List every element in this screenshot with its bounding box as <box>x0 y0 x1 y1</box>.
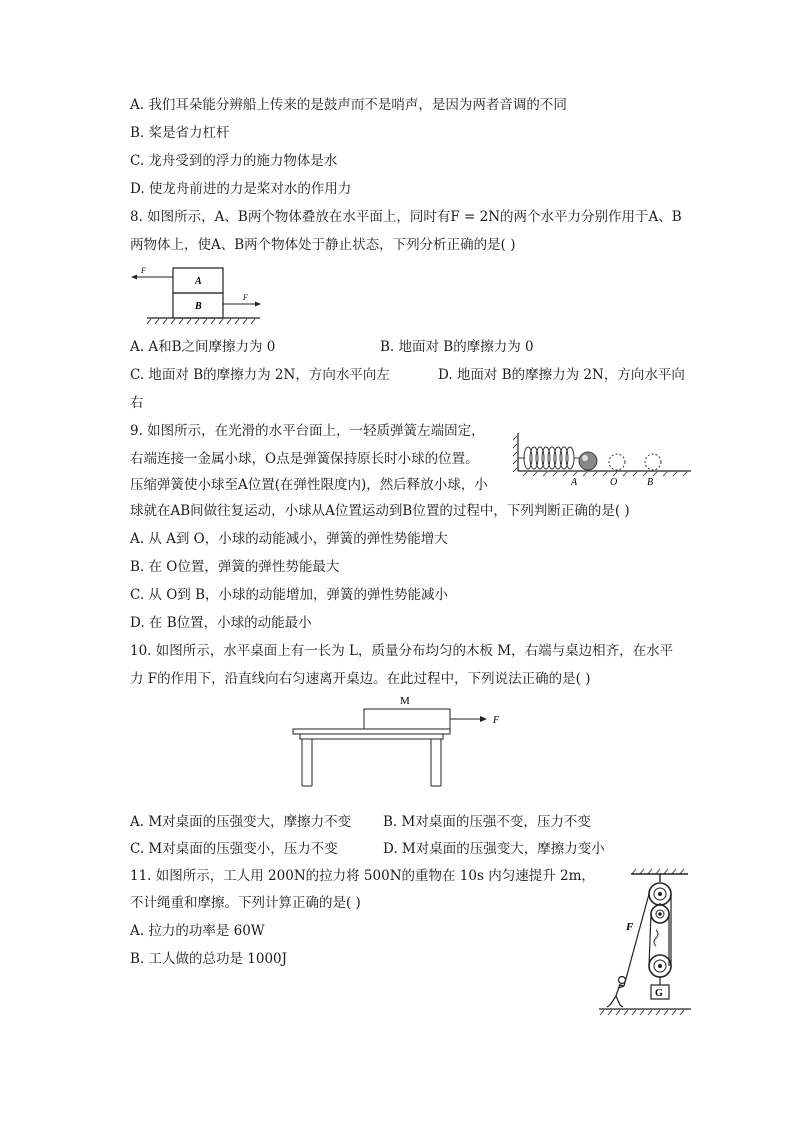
q9-label-o: O <box>610 477 618 488</box>
q10-label-f: F <box>493 715 500 726</box>
q9-stem-line-1: 9. 如图所示，在光滑的水平台面上，一轻质弹簧左端固定， <box>130 423 485 439</box>
q11-fixed-pulley-2 <box>651 905 669 923</box>
q10-table <box>293 729 450 786</box>
q8-stacked-blocks-figure <box>125 262 265 326</box>
q9-stem-line-4: 球就在AB间做往复运动，小球从A位置运动到B位置的过程中，下列判断正确的是( ) <box>130 503 630 519</box>
q9-label-a: A <box>571 477 578 488</box>
q9-option-d: D. 在 B位置，小球的动能最小 <box>130 615 312 631</box>
q9-ball-position-b <box>645 454 661 470</box>
q8-option-b: B. 地面对 B的摩擦力为 0 <box>380 339 534 355</box>
q8-option-c: C. 地面对 B的摩擦力为 2N，方向水平向左 <box>130 367 390 383</box>
q11-label-g: G <box>655 988 663 999</box>
q10-option-c: C. M对桌面的压强变小，压力不变 <box>130 841 338 857</box>
q8-label-a: A <box>195 276 202 287</box>
q9-metal-ball <box>579 452 597 470</box>
q7-option-a: A. 我们耳朵能分辨船上传来的是鼓声而不是哨声，是因为两者音调的不同 <box>130 97 567 113</box>
q9-stem-line-3: 压缩弹簧使小球至A位置(在弹性限度内)，然后释放小球，小 <box>130 477 488 493</box>
q8-label-b: B <box>195 301 202 312</box>
q9-stem-line-2: 右端连接一金属小球，O点是弹簧保持原长时小球的位置。 <box>130 451 479 467</box>
q10-option-a: A. M对桌面的压强变大，摩擦力不变 <box>130 814 352 830</box>
q11-stem-line-1: 11. 如图所示，工人用 200N的拉力将 500N的重物在 10s 内匀速提升 2m， <box>130 868 595 884</box>
q8-option-d-line-2: 右 <box>130 395 144 411</box>
q11-label-f: F <box>626 921 634 933</box>
q10-stem-line-1: 10. 如图所示，水平桌面上有一长为 L，质量分布均匀的木板 M，右端与桌边相齐，在水平 <box>130 643 674 659</box>
q10-option-d: D. M对桌面的压强变大，摩擦力变小 <box>383 841 605 857</box>
q11-option-b: B. 工人做的总功是 1000J <box>130 951 288 967</box>
q10-option-b: B. M对桌面的压强不变，压力不变 <box>383 814 591 830</box>
q10-board-on-table-figure <box>288 690 512 790</box>
q10-board-m <box>364 709 450 729</box>
q11-stem-line-2: 不计绳重和摩擦。下列计算正确的是( ) <box>130 895 361 911</box>
q11-moving-pulley <box>649 955 671 977</box>
q11-worker <box>607 977 626 1008</box>
q8-option-a: A. A和B之间摩擦力为 0 <box>130 339 276 355</box>
q9-spring <box>518 447 579 469</box>
q8-stem-line-2: 两物体上，使A、B两个物体处于静止状态，下列分析正确的是( ) <box>130 237 516 253</box>
q11-option-a: A. 拉力的功率是 60W <box>130 923 265 939</box>
q11-fixed-pulley-1 <box>649 883 671 905</box>
q9-spring-ball-figure <box>513 428 695 490</box>
q10-stem-line-2: 力 F的作用下，沿直线向右匀速离开桌边。在此过程中，下列说法正确的是( ) <box>130 671 591 687</box>
q7-option-b: B. 桨是省力杠杆 <box>130 125 230 141</box>
q9-option-a: A. 从 A到 O，小球的动能减小，弹簧的弹性势能增大 <box>130 531 448 547</box>
q11-pulley-system-figure <box>596 868 696 1020</box>
q8-stem-line-1: 8. 如图所示，A、B两个物体叠放在水平面上，同时有F = 2N的两个水平力分别作用于A、B <box>130 209 682 225</box>
q9-ball-position-o <box>609 454 625 470</box>
q7-option-d: D. 使龙舟前进的力是桨对水的作用力 <box>130 181 352 197</box>
q9-label-b: B <box>647 477 654 488</box>
q8-label-f-left: F <box>141 266 146 275</box>
q8-option-d-line-1: D. 地面对 B的摩擦力为 2N，方向水平向 <box>438 367 685 383</box>
q9-option-c: C. 从 O到 B，小球的动能增加，弹簧的弹性势能减小 <box>130 587 449 603</box>
q10-label-m: M <box>400 695 410 707</box>
q7-option-c: C. 龙舟受到的浮力的施力物体是水 <box>130 153 338 169</box>
q8-label-f-right: F <box>243 293 248 302</box>
q9-option-b: B. 在 O位置，弹簧的弹性势能最大 <box>130 559 340 575</box>
